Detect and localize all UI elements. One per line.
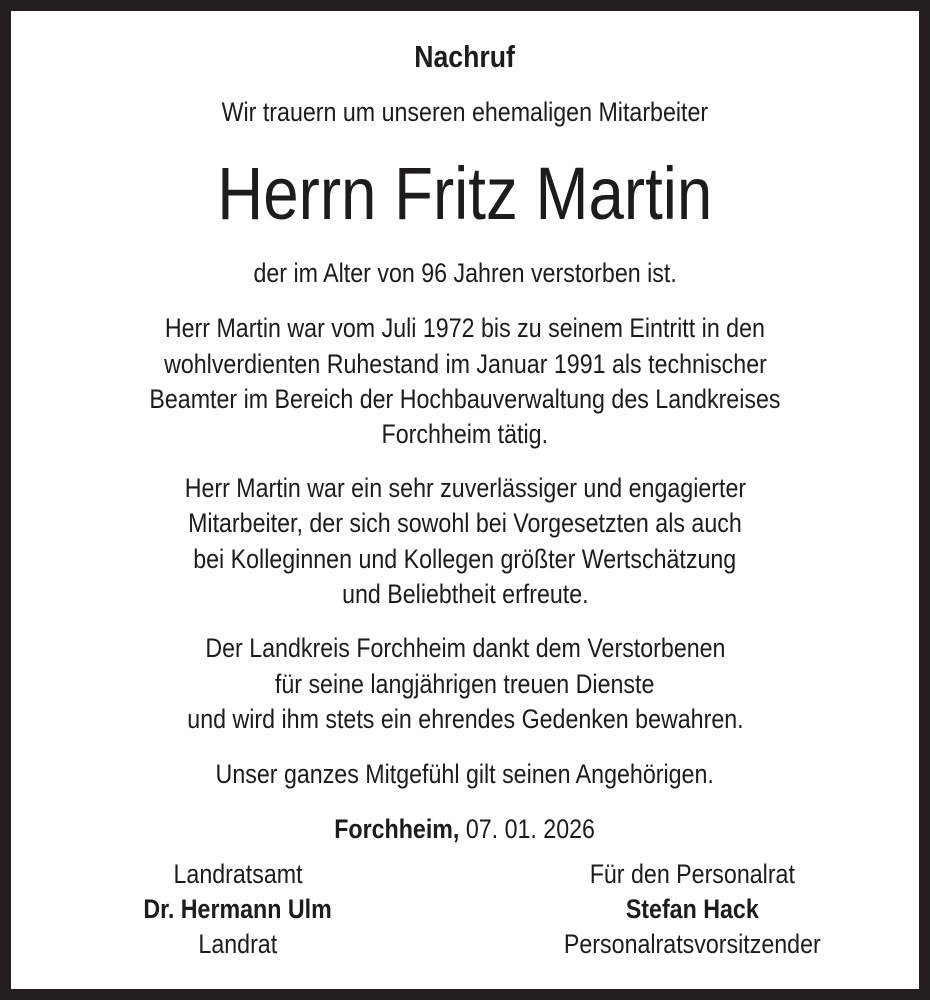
signature-name: Dr. Hermann Ulm xyxy=(143,894,333,924)
intro-line: Wir trauern um unseren ehemaligen Mitarbeiter xyxy=(221,97,709,127)
signature-left xyxy=(11,857,465,962)
paragraph1-line: Beamter im Bereich der Hochbauverwaltung des Landkreises xyxy=(149,384,781,414)
signature-role: Personalratsvorsitzender xyxy=(563,929,821,959)
paragraph2-line: Mitarbeiter, der sich sowohl bei Vorgesetzten als auch xyxy=(188,508,742,538)
signature-role: Landrat xyxy=(198,929,278,959)
condolence-line: Unser ganzes Mitgefühl gilt seinen Angehörigen. xyxy=(215,759,715,789)
paragraph1-line: wohlverdienten Ruhestand im Januar 1991 als technischer xyxy=(163,349,767,379)
paragraph2-line: bei Kolleginnen und Kollegen größter Wertschätzung xyxy=(193,544,737,574)
obituary-notice xyxy=(11,11,919,989)
signature-right xyxy=(465,857,919,962)
signature-org: Landratsamt xyxy=(173,859,303,889)
paragraph3-line: für seine langjährigen treuen Dienste xyxy=(275,669,655,699)
paragraph1-line: Herr Martin war vom Juli 1972 bis zu seinem Eintritt in den xyxy=(164,313,766,343)
notice-title: Nachruf xyxy=(414,39,516,74)
paragraph1-line: Forchheim tätig. xyxy=(381,419,549,449)
place: Forchheim, xyxy=(334,814,460,844)
paragraph2-line: Herr Martin war ein sehr zuverlässiger und engagierter xyxy=(184,473,746,503)
deceased-name: Herrn Fritz Martin xyxy=(217,152,713,235)
signature-name: Stefan Hack xyxy=(625,894,759,924)
age-line: der im Alter von 96 Jahren verstorben ist. xyxy=(253,258,677,288)
paragraph3-line: Der Landkreis Forchheim dankt dem Verstorbenen xyxy=(204,633,726,663)
paragraph3-line: und wird ihm stets ein ehrendes Gedenken bewahren. xyxy=(186,704,744,734)
date: 07. 01. 2026 xyxy=(466,814,596,844)
place-date-line xyxy=(11,814,919,845)
signature-org: Für den Personalrat xyxy=(589,859,795,889)
paragraph2-line: und Beliebtheit erfreute. xyxy=(341,579,589,609)
